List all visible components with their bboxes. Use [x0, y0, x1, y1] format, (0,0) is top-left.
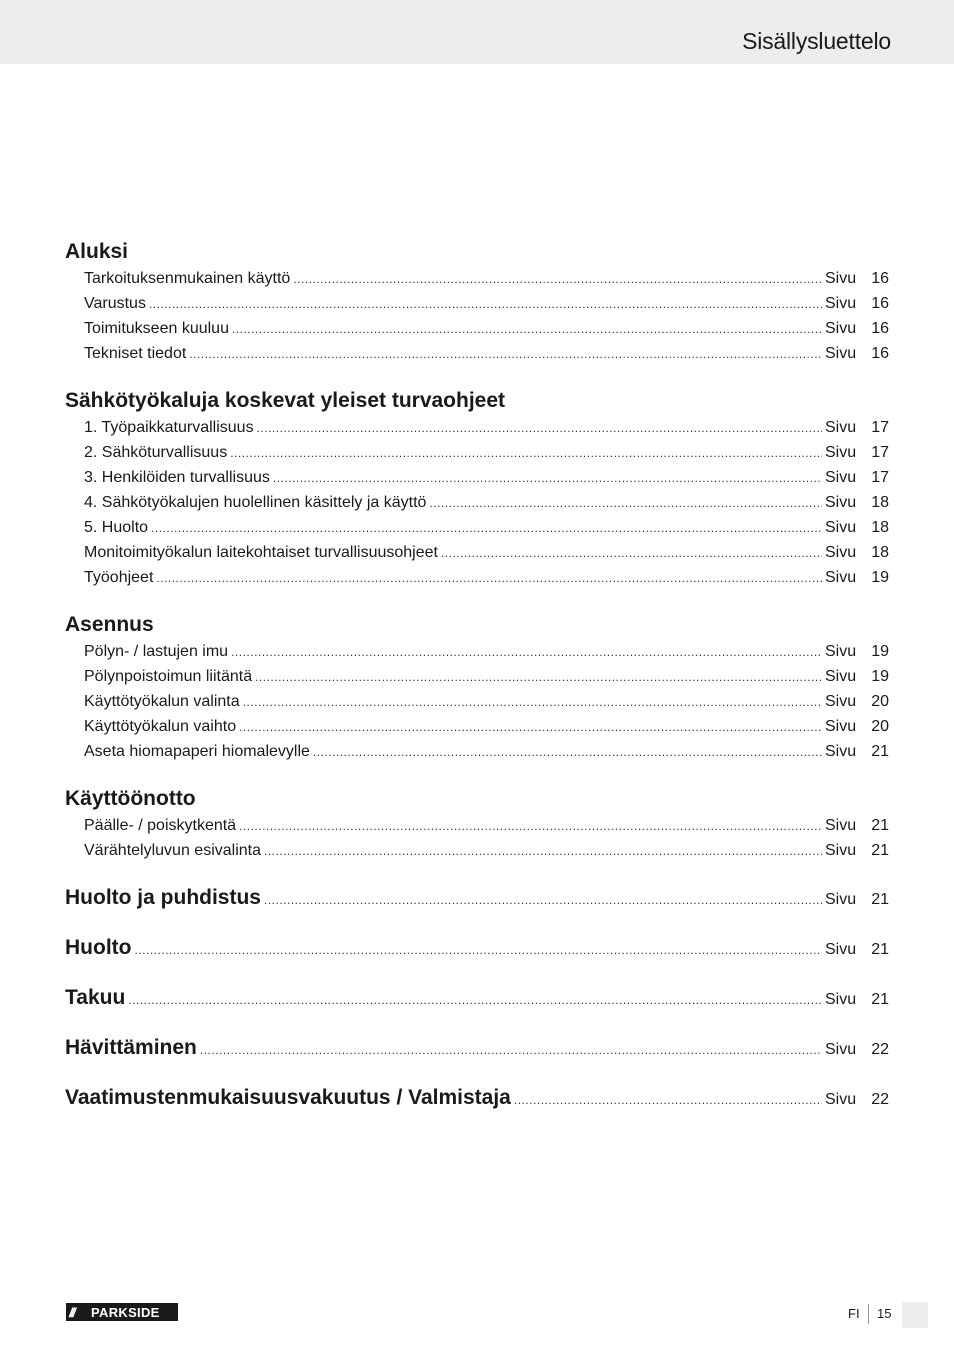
dot-leader: [293, 267, 822, 292]
dot-leader: [243, 690, 822, 715]
footer-tab: [902, 1302, 928, 1328]
page-word: Sivu: [825, 1041, 857, 1058]
page-word: Sivu: [825, 693, 857, 710]
logo-text: PARKSIDE: [91, 1304, 160, 1320]
section-title: Aluksi: [65, 240, 129, 263]
page-number: 21: [871, 891, 889, 908]
toc-entry[interactable]: [65, 565, 889, 590]
language-code: FI: [848, 1306, 860, 1321]
page-number: 22: [871, 1041, 889, 1058]
entry-label: Tekniset tiedot: [84, 345, 187, 362]
toc-entry[interactable]: [65, 341, 889, 366]
page-number: 17: [871, 444, 889, 461]
main-entry-label: Vaatimustenmukaisuusvakuutus / Valmistaja: [65, 1086, 511, 1109]
dot-leader: [441, 541, 822, 566]
page-number: 17: [871, 469, 889, 486]
page-word: Sivu: [825, 842, 857, 859]
page-number: 21: [871, 941, 889, 958]
entry-label: Työohjeet: [84, 569, 154, 586]
page-word: Sivu: [825, 668, 857, 685]
page-word: Sivu: [825, 569, 857, 586]
page-word: Sivu: [825, 419, 857, 436]
entry-label: 4. Sähkötyökalujen huolellinen käsittely ja käyttö: [84, 494, 427, 511]
dot-leader: [128, 986, 822, 1014]
toc-entry[interactable]: [65, 291, 889, 316]
entry-label: 5. Huolto: [84, 519, 149, 536]
page-word: Sivu: [825, 444, 857, 461]
toc-entry[interactable]: [65, 316, 889, 341]
page-word: Sivu: [825, 743, 857, 760]
entry-label: Päälle- / poiskytkentä: [84, 817, 237, 834]
toc-entry[interactable]: [65, 639, 889, 664]
toc-main-entry[interactable]: [65, 884, 889, 934]
entry-label: Monitoimityökalun laitekohtaiset turvallisuusohjeet: [84, 544, 438, 561]
page-number: 21: [871, 842, 889, 859]
page-word: Sivu: [825, 544, 857, 561]
entry-label: Käyttötyökalun valinta: [84, 693, 240, 710]
entry-label: 3. Henkilöiden turvallisuus: [84, 469, 270, 486]
toc-section-safety: [65, 387, 889, 590]
toc-entry[interactable]: [65, 415, 889, 440]
page-word: Sivu: [825, 941, 857, 958]
dot-leader: [231, 640, 822, 665]
main-entry-label: Takuu: [65, 986, 126, 1009]
dot-leader: [514, 1086, 822, 1114]
parkside-logo: [66, 1303, 178, 1321]
toc-main-entry[interactable]: [65, 984, 889, 1034]
dot-leader: [149, 292, 822, 317]
page-number: 21: [871, 991, 889, 1008]
toc-entry[interactable]: [65, 515, 889, 540]
main-entry-label: Huolto ja puhdistus: [65, 886, 261, 909]
entry-label: Värähtelyluvun esivalinta: [84, 842, 261, 859]
toc-entry[interactable]: [65, 714, 889, 739]
dot-leader: [264, 886, 822, 914]
entry-label: Aseta hiomapaperi hiomalevylle: [84, 743, 310, 760]
page-word: Sivu: [825, 643, 857, 660]
page-title: Sisällysluettelo: [742, 28, 891, 54]
page-number-footer: 15: [877, 1306, 892, 1321]
entry-label: Pölynpoistoimun liitäntä: [84, 668, 253, 685]
dot-leader: [156, 566, 822, 591]
page-word: Sivu: [825, 295, 857, 312]
entry-label: 1. Työpaikkaturvallisuus: [84, 419, 254, 436]
entry-label: Toimitukseen kuuluu: [84, 320, 229, 337]
page-number: 16: [871, 295, 889, 312]
entry-label: Pölyn- / lastujen imu: [84, 643, 229, 660]
dot-leader: [189, 342, 822, 367]
page-number: 18: [871, 519, 889, 536]
toc-main-entry[interactable]: [65, 1084, 889, 1134]
page-number: 19: [871, 569, 889, 586]
page-number: 20: [871, 718, 889, 735]
toc-entry[interactable]: [65, 440, 889, 465]
dot-leader: [264, 839, 822, 864]
dot-leader: [239, 814, 822, 839]
footer-divider: [868, 1304, 869, 1324]
toc-main-entry[interactable]: [65, 1034, 889, 1084]
toc-main-entry[interactable]: [65, 934, 889, 984]
page-number: 17: [871, 419, 889, 436]
entry-label: Käyttötyökalun vaihto: [84, 718, 237, 735]
page-word: Sivu: [825, 320, 857, 337]
dot-leader: [151, 516, 822, 541]
page-word: Sivu: [825, 469, 857, 486]
page-word: Sivu: [825, 345, 857, 362]
toc-entry[interactable]: [65, 465, 889, 490]
page-number: 22: [871, 1091, 889, 1108]
page-word: Sivu: [825, 718, 857, 735]
toc-section-aluksi: [65, 238, 889, 366]
section-title: Asennus: [65, 613, 154, 636]
dot-leader: [257, 416, 822, 441]
page-word: Sivu: [825, 991, 857, 1008]
section-title: Käyttöönotto: [65, 787, 196, 810]
dot-leader: [239, 715, 822, 740]
toc-section-asennus: [65, 611, 889, 764]
dot-leader: [273, 466, 822, 491]
logo-stripes: ///: [69, 1304, 74, 1320]
page-number: 20: [871, 693, 889, 710]
page-word: Sivu: [825, 891, 857, 908]
page-number: 21: [871, 817, 889, 834]
page-number: 19: [871, 643, 889, 660]
entry-label: Varustus: [84, 295, 146, 312]
page-word: Sivu: [825, 270, 857, 287]
page-number: 18: [871, 544, 889, 561]
toc-entry[interactable]: [65, 739, 889, 764]
page-number: 21: [871, 743, 889, 760]
dot-leader: [255, 665, 822, 690]
entry-label: Tarkoituksenmukainen käyttö: [84, 270, 291, 287]
dot-leader: [230, 441, 822, 466]
dot-leader: [313, 740, 822, 765]
toc-entry[interactable]: [65, 540, 889, 565]
dot-leader: [232, 317, 822, 342]
page-word: Sivu: [825, 1091, 857, 1108]
table-of-contents: [65, 238, 889, 1134]
toc-section-kayttoonotto: [65, 785, 889, 863]
dot-leader: [200, 1036, 822, 1064]
dot-leader: [134, 936, 822, 964]
page-number: 16: [871, 270, 889, 287]
main-entry-label: Hävittäminen: [65, 1036, 197, 1059]
page-word: Sivu: [825, 494, 857, 511]
page-number: 16: [871, 320, 889, 337]
main-entry-label: Huolto: [65, 936, 132, 959]
page-word: Sivu: [825, 519, 857, 536]
page-word: Sivu: [825, 817, 857, 834]
section-title: Sähkötyökaluja koskevat yleiset turvaohjeet: [65, 389, 506, 412]
entry-label: 2. Sähköturvallisuus: [84, 444, 228, 461]
page-number: 16: [871, 345, 889, 362]
page-number: 19: [871, 668, 889, 685]
page-number: 18: [871, 494, 889, 511]
toc-entry[interactable]: [65, 838, 889, 863]
toc-entry[interactable]: [65, 490, 889, 515]
toc-entry[interactable]: [65, 266, 889, 291]
toc-entry[interactable]: [65, 664, 889, 689]
dot-leader: [429, 491, 822, 516]
toc-entry[interactable]: [65, 689, 889, 714]
toc-entry[interactable]: [65, 813, 889, 838]
